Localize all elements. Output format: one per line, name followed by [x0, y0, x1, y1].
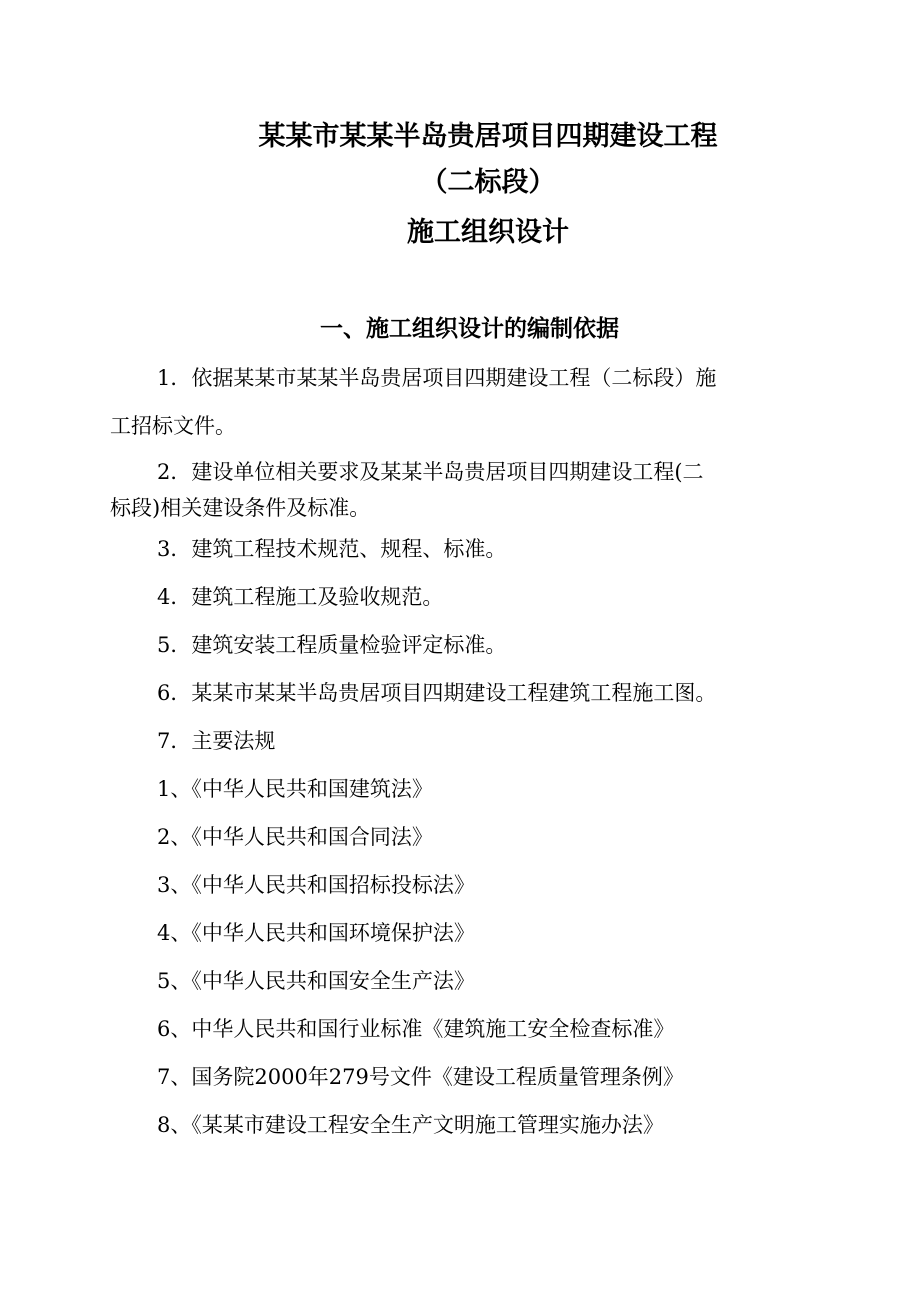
item-2-line1: 2．建设单位相关要求及某某半岛贵居项目四期建设工程(二 [157, 460, 704, 484]
law-7: 7、国务院2000年279号文件《建设工程质量管理条例》 [157, 1065, 684, 1089]
section-heading: 一、施工组织设计的编制依据 [320, 315, 619, 342]
law-8: 8、《某某市建设工程安全生产文明施工管理实施办法》 [157, 1113, 664, 1137]
item-7: 7．主要法规 [157, 729, 276, 753]
law-3: 3、《中华人民共和国招标投标法》 [157, 873, 475, 897]
document-title-line2: （二标段） [420, 167, 556, 198]
item-1-line2: 工招标文件。 [110, 414, 236, 438]
law-1: 1、《中华人民共和国建筑法》 [157, 777, 433, 801]
item-6: 6．某某市某某半岛贵居项目四期建设工程建筑工程施工图。 [157, 681, 717, 705]
item-1-line1: 1．依据某某市某某半岛贵居项目四期建设工程（二标段）施 [157, 366, 717, 390]
document-title-line3: 施工组织设计 [407, 217, 569, 248]
item-2-line2: 标段)相关建设条件及标准。 [110, 496, 371, 520]
item-3: 3．建筑工程技术规范、规程、标准。 [157, 537, 507, 561]
law-2: 2、《中华人民共和国合同法》 [157, 825, 433, 849]
law-6: 6、中华人民共和国行业标准《建筑施工安全检查标准》 [157, 1017, 675, 1041]
item-5: 5．建筑安装工程质量检验评定标准。 [157, 633, 507, 657]
document-title-line1: 某某市某某半岛贵居项目四期建设工程 [258, 121, 718, 152]
item-4: 4．建筑工程施工及验收规范。 [157, 585, 444, 609]
law-5: 5、《中华人民共和国安全生产法》 [157, 969, 475, 993]
law-4: 4、《中华人民共和国环境保护法》 [157, 921, 475, 945]
